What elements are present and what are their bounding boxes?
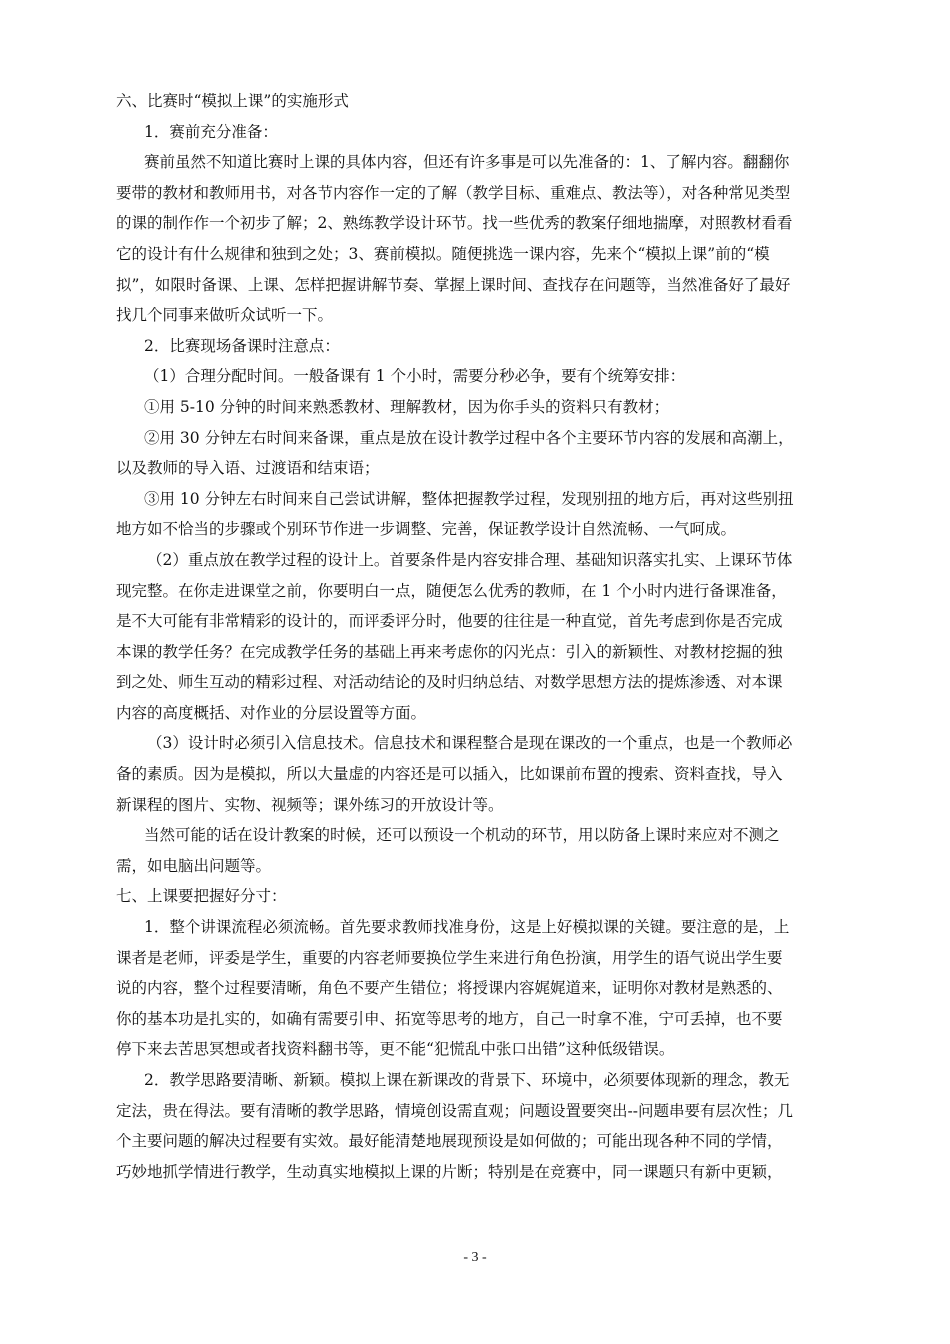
text-line: 到之处、师生互动的精彩过程、对活动结论的及时归纳总结、对数学思想方法的提炼渗透、对本课 — [116, 673, 783, 692]
text-line: 需，如电脑出问题等。 — [116, 856, 272, 875]
text-line: 课者是老师，评委是学生，重要的内容老师要换位学生来进行角色扮演，用学生的语气说出学生要 — [116, 948, 783, 967]
text-line: 停下来去苦思冥想或者找资料翻书等，更不能“犯慌乱中张口出错”这种低级错误。 — [116, 1040, 675, 1059]
text-line: 说的内容，整个过程要清晰，角色不要产生错位；将授课内容娓娓道来，证明你对教材是熟悉的、 — [116, 979, 783, 998]
text-line: 巧妙地抓学情进行教学，生动真实地模拟上课的片断；特别是在竞赛中，同一课题只有新中更颖， — [116, 1162, 783, 1181]
text-line: 现完整。在你走进课堂之前，你要明白一点，随便怎么优秀的教师，在 1 个小时内进行备课准备， — [116, 581, 787, 600]
text-line: 1．赛前充分准备： — [144, 122, 278, 141]
text-line: 地方如不恰当的步骤或个别环节作进一步调整、完善，保证教学设计自然流畅、一气呵成。 — [116, 520, 737, 539]
text-line: 定法，贵在得法。要有清晰的教学思路，情境创设需直观；问题设置要突出--问题串要有层次性；几 — [116, 1101, 793, 1120]
text-line: 要带的教材和教师用书，对各节内容作一定的了解（教学目标、重难点、教法等），对各种常见类型 — [116, 183, 791, 202]
text-line: 个主要问题的解决过程要有实效。最好能清楚地展现预设是如何做的；可能出现各种不同的学情， — [116, 1132, 783, 1151]
text-line: 的课的制作作一个初步了解；2、熟练教学设计环节。找一些优秀的教案仔细地揣摩，对照教材看看 — [116, 214, 793, 233]
text-line: 六、比赛时“模拟上课”的实施形式 — [116, 92, 349, 110]
text-line: 1．整个讲课流程必须流畅。首先要求教师找准身份，这是上好模拟课的关键。要注意的是，上 — [144, 918, 790, 937]
text-line: 内容的高度概括、对作业的分层设置等方面。 — [116, 703, 427, 722]
text-line: 七、上课要把握好分寸： — [116, 887, 287, 906]
text-line: （3）设计时必须引入信息技术。信息技术和课程整合是现在课改的一个重点，也是一个教师必 — [147, 734, 793, 753]
page-number: - 3 - — [463, 1250, 487, 1265]
text-line: 它的设计有什么规律和独到之处；3、赛前模拟。随便挑选一课内容，先来个“模拟上课”前的“模 — [116, 244, 770, 263]
text-line: 2．教学思路要清晰、新颖。模拟上课在新课改的背景下、环境中，必须要体现新的理念，教无 — [144, 1071, 790, 1089]
text-line: 以及教师的导入语、过渡语和结束语； — [116, 459, 380, 478]
text-line: （1）合理分配时间。一般备课有 1 个小时，需要分秒必争，要有个统筹安排： — [144, 367, 686, 386]
body-text — [116, 86, 842, 1187]
text-line: 本课的教学任务？在完成教学任务的基础上再来考虑你的闪光点：引入的新颖性、对教材挖掘的独 — [116, 642, 783, 661]
text-line: 是不大可能有非常精彩的设计的，而评委评分时，他要的往往是一种直觉，首先考虑到你是否完成 — [116, 612, 783, 631]
text-line: （2）重点放在教学过程的设计上。首要条件是内容安排合理、基础知识落实扎实、上课环节体 — [147, 550, 793, 569]
text-line: 找几个同事来做听众试听一下。 — [116, 306, 334, 325]
text-line: 拟”，如限时备课、上课、怎样把握讲解节奏、掌握上课时间、查找存在问题等，当然准备好了最好 — [116, 275, 791, 294]
text-line: 2．比赛现场备课时注意点： — [144, 336, 340, 355]
text-line: 赛前虽然不知道比赛时上课的具体内容，但还有许多事是可以先准备的：1、了解内容。翻翻你 — [144, 153, 790, 172]
text-line: 当然可能的话在设计教案的时候，还可以预设一个机动的环节，用以防备上课时来应对不测之 — [144, 826, 780, 845]
text-line: ③用 10 分钟左右时间来自己尝试讲解，整体把握教学过程，发现别扭的地方后，再对这些别扭 — [144, 489, 794, 508]
text-line: 备的素质。因为是模拟，所以大量虚的内容还是可以插入，比如课前布置的搜索、资料查找，导入 — [116, 765, 783, 784]
text-line: 你的基本功是扎实的，如确有需要引申、拓宽等思考的地方，自己一时拿不准，宁可丢掉，也不要 — [116, 1009, 783, 1028]
text-line: ①用 5-10 分钟的时间来熟悉教材、理解教材，因为你手头的资料只有教材； — [144, 397, 670, 416]
text-line: ②用 30 分钟左右时间来备课，重点是放在设计教学过程中各个主要环节内容的发展和高潮上， — [144, 428, 794, 447]
text-line: 新课程的图片、实物、视频等；课外练习的开放设计等。 — [116, 795, 504, 814]
